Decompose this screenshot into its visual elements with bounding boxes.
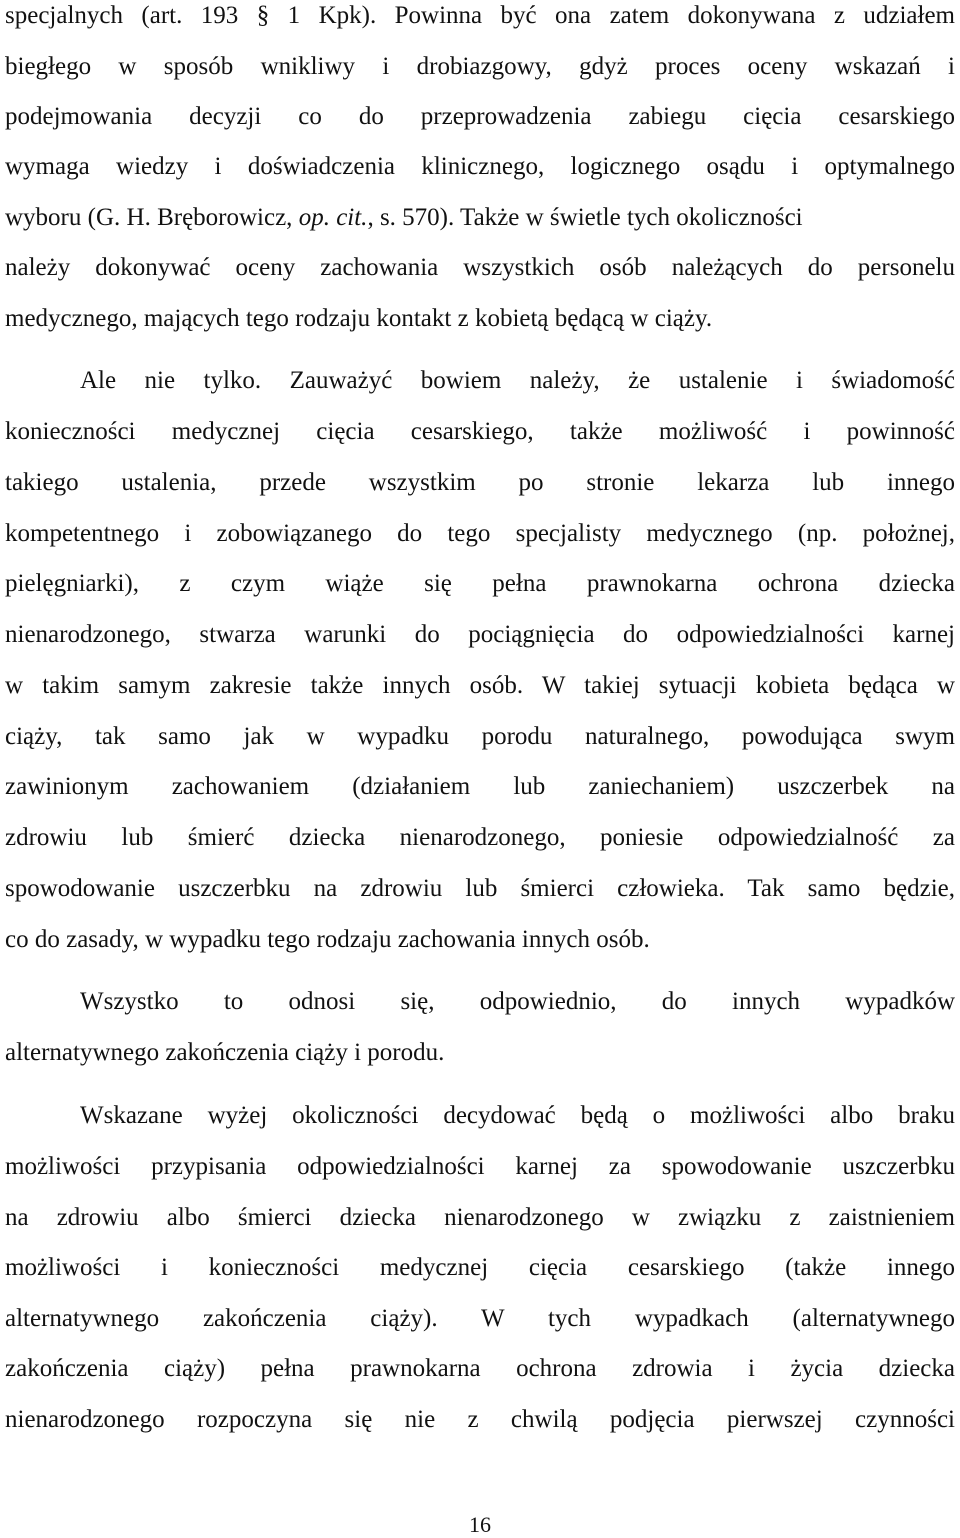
text-line: Ale nie tylko. Zauważyć bowiem należy, że ustalenie i świadomość — [80, 367, 955, 394]
text-line: kompetentnego i zobowiązanego do tego specjalisty medycznego (np. położnej, — [5, 520, 955, 547]
text-line: wymaga wiedzy i doświadczenia klinicznego, logicznego osądu i optymalnego — [5, 153, 955, 180]
text-line: biegłego w sposób wnikliwy i drobiazgowy, gdyż proces oceny wskazań i — [5, 53, 955, 80]
page-number: 16 — [469, 1512, 491, 1537]
text-line: należy dokonywać oceny zachowania wszystkich osób należących do personelu — [5, 254, 955, 281]
text-line: medycznego, mających tego rodzaju kontakt z kobietą będącą w ciąży. — [5, 305, 713, 332]
text-line: alternatywnego zakończenia ciąży i porodu. — [5, 1039, 445, 1066]
text-line: specjalnych (art. 193 § 1 Kpk). Powinna być ona zatem dokonywana z udziałem — [5, 2, 955, 29]
text-line: zawinionym zachowaniem (działaniem lub zaniechaniem) uszczerbek na — [5, 773, 955, 800]
text-line: w takim samym zakresie także innych osób. W takiej sytuacji kobieta będąca w — [5, 672, 955, 699]
text-line: Wskazane wyżej okoliczności decydować będą o możliwości albo braku — [80, 1102, 955, 1129]
text-line: co do zasady, w wypadku tego rodzaju zachowania innych osób. — [5, 926, 650, 953]
text-line — [5, 203, 955, 233]
text-line: alternatywnego zakończenia ciąży). W tych wypadkach (alternatywnego — [5, 1305, 955, 1332]
text-segment: , s. 570). Także w świetle tych okoliczności — [367, 204, 803, 231]
text-line: na zdrowiu albo śmierci dziecka nienarodzonego w związku z zaistnieniem — [5, 1204, 955, 1231]
text-line: zdrowiu lub śmierć dziecka nienarodzonego, poniesie odpowiedzialność za — [5, 824, 955, 851]
text-line: ciąży, tak samo jak w wypadku porodu naturalnego, powodująca swym — [5, 723, 955, 750]
text-line: zakończenia ciąży) pełna prawnokarna ochrona zdrowia i życia dziecka — [5, 1355, 955, 1382]
citation-italic: op. cit. — [298, 204, 368, 231]
text-line: nienarodzonego, stwarza warunki do pociągnięcia do odpowiedzialności karnej — [5, 621, 955, 648]
text-line: Wszystko to odnosi się, odpowiednio, do innych wypadków — [80, 988, 955, 1015]
text-line: pielęgniarki), z czym wiąże się pełna prawnokarna ochrona dziecka — [5, 570, 955, 597]
text-line: nienarodzonego rozpoczyna się nie z chwilą podjęcia pierwszej czynności — [5, 1406, 955, 1433]
text-line: podejmowania decyzji co do przeprowadzenia zabiegu cięcia cesarskiego — [5, 103, 955, 130]
text-line: takiego ustalenia, przede wszystkim po stronie lekarza lub innego — [5, 469, 955, 496]
text-line: możliwości przypisania odpowiedzialności karnej za spowodowanie uszczerbku — [5, 1153, 955, 1180]
text-line: spowodowanie uszczerbku na zdrowiu lub śmierci człowieka. Tak samo będzie, — [5, 875, 955, 902]
text-line: możliwości i konieczności medycznej cięcia cesarskiego (także innego — [5, 1254, 955, 1281]
text-segment: wyboru (G. H. Bręborowicz, — [5, 204, 299, 231]
text-line: konieczności medycznej cięcia cesarskiego, także możliwość i powinność — [5, 418, 955, 445]
